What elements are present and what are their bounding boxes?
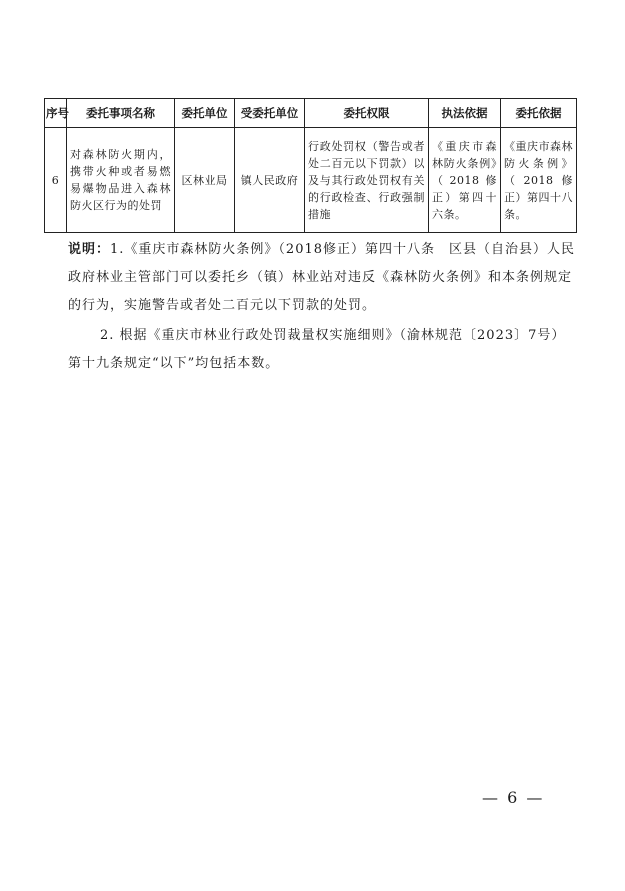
header-delegation-basis: 委托依据 (501, 99, 577, 128)
cell-delegation-basis: 《重庆市森林防火条例》（2018修正）第四十八条。 (501, 128, 577, 233)
cell-enforcement-basis: 《重庆市森林防火条例》（2018修正）第四十六条。 (429, 128, 501, 233)
header-delegated-unit: 受委托单位 (235, 99, 305, 128)
header-item-name: 委托事项名称 (67, 99, 175, 128)
cell-delegated-unit: 镇人民政府 (235, 128, 305, 233)
table-row (45, 128, 577, 233)
header-enforcement-basis: 执法依据 (429, 99, 501, 128)
note-1 (68, 236, 578, 320)
note-2-text: 2. 根据《重庆市林业行政处罚裁量权实施细则》（渝林规范〔2023〕7号）第十九条规定“以下”均包括本数。 (68, 328, 566, 371)
delegation-table (44, 98, 577, 233)
note-1-text: 1.《重庆市森林防火条例》（2018修正）第四十八条 区县（自治县）人民政府林业主管部门可以委托乡（镇）林业站对违反《森林防火条例》和本条例规定的行为，实施警告或者处二百元以下罚款的处罚。 (68, 242, 576, 313)
cell-item-name: 对森林防火期内，携带火种或者易燃易爆物品进入森林防火区行为的处罚 (67, 128, 175, 233)
cell-seq: 6 (45, 128, 67, 233)
header-authority: 委托权限 (305, 99, 429, 128)
note-2 (68, 322, 578, 378)
header-seq: 序号 (45, 99, 67, 128)
notes-section (68, 236, 578, 378)
notes-label: 说明： (68, 242, 111, 257)
cell-delegating-unit: 区林业局 (175, 128, 235, 233)
table-header-row (45, 99, 577, 128)
cell-authority: 行政处罚权（警告或者处二百元以下罚款）以及与其行政处罚权有关的行政检查、行政强制措施 (305, 128, 429, 233)
header-delegating-unit: 委托单位 (175, 99, 235, 128)
page-number: — 6 — (482, 788, 545, 807)
